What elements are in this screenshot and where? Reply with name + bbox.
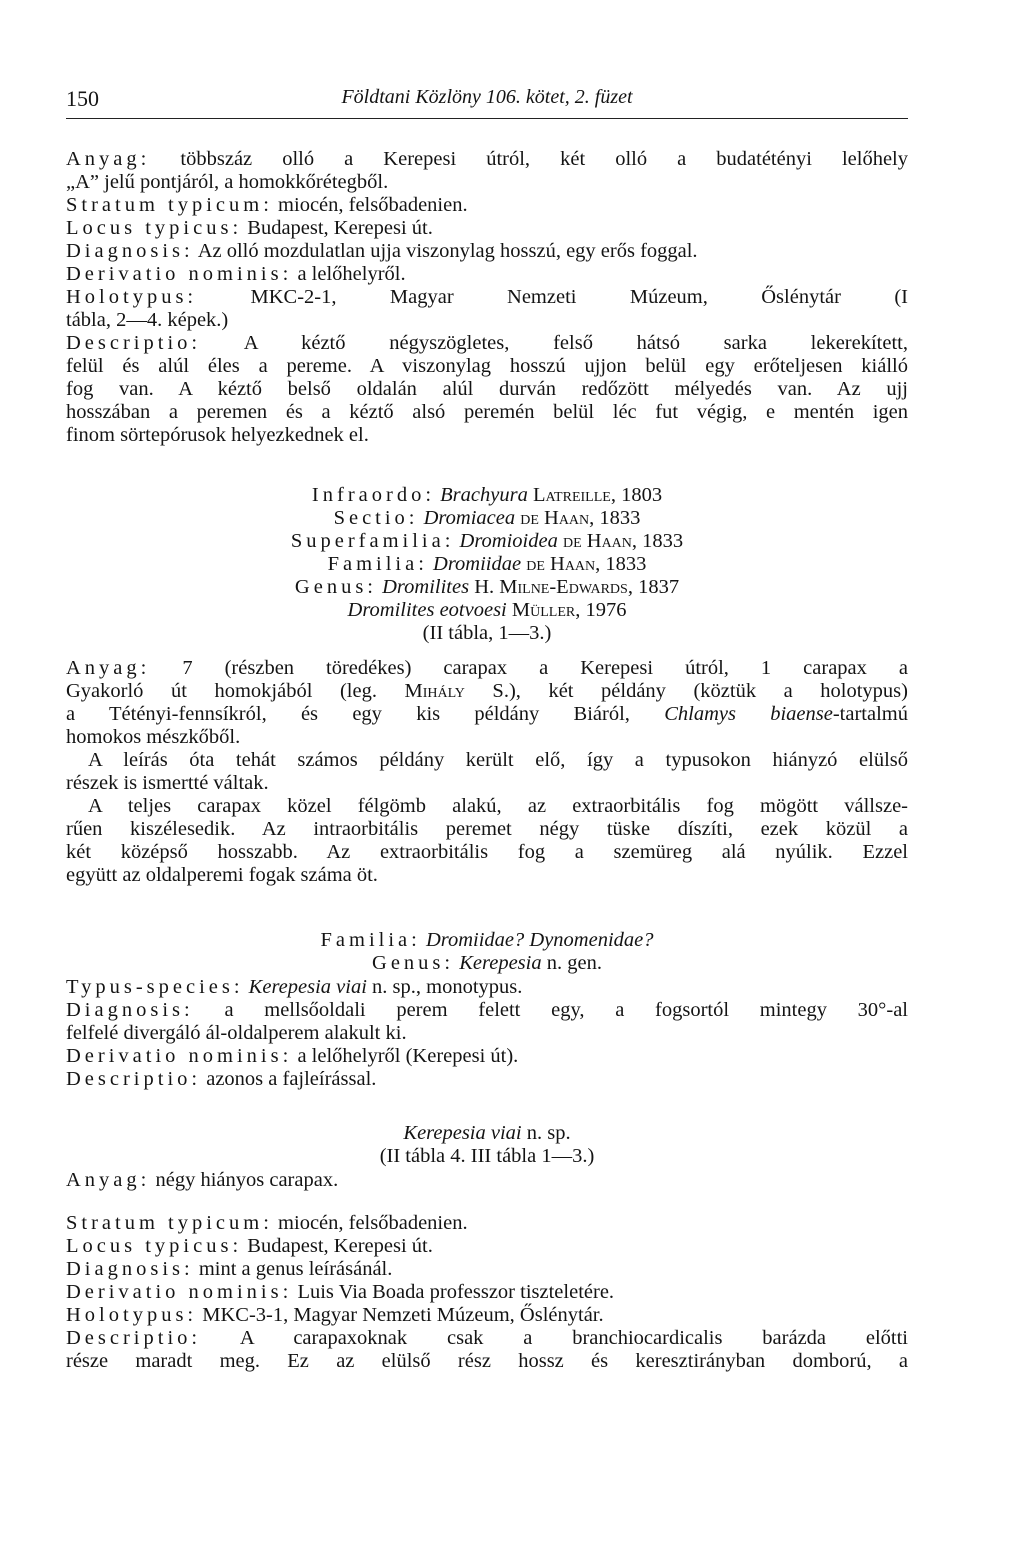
taxonomy-heading-dromilites: [66, 484, 908, 645]
descriptio-line-5: finom sörtepórusok helyezkednek el.: [66, 424, 369, 446]
typus-species-line: Typus-species: Kerepesia viai n. sp., monotypus.: [66, 976, 523, 998]
plate-reference: (II tábla, 1—3.): [422, 622, 552, 644]
section-kerepesia-viai: [66, 1212, 908, 1373]
journal-title: Földtani Közlöny 106. kötet, 2. füzet: [341, 86, 633, 108]
plate-reference: (II tábla 4. III tábla 1—3.): [379, 1145, 595, 1167]
descriptio-line-3: fog van. A kéztő belső oldalán alúl durván redőzött mélyedés van. Az ujj: [66, 378, 908, 400]
species-line: Dromilites eotvoesi Müller, 1976: [347, 599, 627, 621]
familia-line: Familia: Dromiidae? Dynomenidae?: [320, 929, 654, 951]
infraordo-line: Infraordo: Brachyura Latreille, 1803: [311, 484, 663, 506]
paragraph-1-line-1: A leírás óta tehát számos példány került elő, így a typusokon hiányzó elülső: [88, 749, 908, 771]
anyag-line-3: a Tétényi-fennsíkról, és egy kis példány Biáról, Chlamys biaense-tartalmú: [66, 703, 908, 725]
diagnosis-line: Diagnosis: mint a genus leírásánál.: [66, 1258, 393, 1280]
paragraph-2-line-2: rűen kiszélesedik. Az intraorbitális peremet négy tüske díszíti, ezek közül a: [66, 818, 908, 840]
genus-line: Genus: Kerepesia n. gen.: [372, 952, 602, 974]
anyag-line: Anyag: négy hiányos carapax.: [66, 1169, 339, 1191]
familia-line: Familia: Dromiidae de Haan, 1833: [327, 553, 647, 575]
descriptio-line-1: Descriptio: A kéztő négyszögletes, felső hátsó sarka lekerekített,: [66, 332, 908, 354]
genus-line: Genus: Dromilites H. Milne-Edwards, 1837: [294, 576, 680, 598]
header-rule: [66, 118, 908, 119]
section-dromilites-text: [66, 657, 908, 887]
paragraph-2-line-1: A teljes carapax közel félgömb alakú, az extraorbitális fog mögött vállsze-: [88, 795, 908, 817]
descriptio-line-2: része maradt meg. Ez az elülső rész hossz és keresztirányban domború, a: [66, 1350, 908, 1372]
section-claw-material: [66, 148, 908, 447]
stratum-line: Stratum typicum: miocén, felsőbadenien.: [66, 1212, 468, 1234]
anyag-line-2: Gyakorló út homokjából (leg. Mihály S.), két példány (köztük a holotypus): [66, 680, 908, 702]
page: [66, 0, 908, 1559]
anyag-line-1: Anyag: többszáz olló a Kerepesi útról, két olló a budatétényi lelőhely: [66, 148, 909, 170]
locus-line: Locus typicus: Budapest, Kerepesi út.: [66, 1235, 433, 1257]
page-number: 150: [66, 86, 99, 111]
holotypus-line-2: tábla, 2—4. képek.): [66, 309, 229, 331]
taxonomy-heading-kerepesia: [66, 929, 908, 975]
diagnosis-line-2: felfelé divergáló ál-oldalperem alakult ki.: [66, 1022, 407, 1044]
descriptio-line: Descriptio: azonos a fajleírással.: [66, 1068, 377, 1090]
anyag-kerepesia-viai: [66, 1169, 908, 1192]
anyag-line-4: homokos mészkőből.: [66, 726, 241, 748]
diagnosis-line: Diagnosis: Az olló mozdulatlan ujja viszonylag hosszú, egy erős foggal.: [66, 240, 698, 262]
derivatio-line: Derivatio nominis: a lelőhelyről.: [66, 263, 406, 285]
holotypus-line-1: Holotypus: MKC-2-1, Magyar Nemzeti Múzeum, Őslénytár (I: [66, 286, 908, 308]
stratum-line: Stratum typicum: miocén, felsőbadenien.: [66, 194, 468, 216]
derivatio-line: Derivatio nominis: a lelőhelyről (Kerepesi út).: [66, 1045, 519, 1067]
descriptio-line-1: Descriptio: A carapaxoknak csak a branchiocardicalis barázda előtti: [66, 1327, 908, 1349]
species-line: Kerepesia viai n. sp.: [403, 1122, 571, 1144]
derivatio-line: Derivatio nominis: Luis Via Boada professzor tiszteletére.: [66, 1281, 615, 1303]
descriptio-line-2: felül és alúl éles a pereme. A viszonylag hosszú ujjon belül egy erőteljesen kiálló: [66, 355, 908, 377]
paragraph-2-line-4: együtt az oldalperemi fogak száma öt.: [66, 864, 378, 886]
paragraph-2-line-3: két középső hosszabb. Az extraorbitális fog a szemüreg alá nyúlik. Ezzel: [66, 841, 908, 863]
taxonomy-heading-kerepesia-viai: [66, 1122, 908, 1168]
section-kerepesia-genus: [66, 976, 908, 1091]
descriptio-line-4: hosszában a peremen és a kéztő alsó peremén belül léc fut végig, e mentén igen: [66, 401, 908, 423]
anyag-line-2: „A” jelű pontjáról, a homokkőrétegből.: [66, 171, 389, 193]
paragraph-1-line-2: részek is ismertté váltak.: [66, 772, 269, 794]
page-header: [66, 86, 908, 120]
superfamilia-line: Superfamilia: Dromioidea de Haan, 1833: [290, 530, 684, 552]
diagnosis-line-1: Diagnosis: a mellsőoldali perem felett egy, a fogsortól mintegy 30°-al: [66, 999, 908, 1021]
holotypus-line: Holotypus: MKC-3-1, Magyar Nemzeti Múzeum, Őslénytár.: [66, 1304, 604, 1326]
locus-line: Locus typicus: Budapest, Kerepesi út.: [66, 217, 433, 239]
anyag-line-1: Anyag: 7 (részben töredékes) carapax a Kerepesi útról, 1 carapax a: [66, 657, 908, 679]
sectio-line: Sectio: Dromiacea de Haan, 1833: [333, 507, 641, 529]
